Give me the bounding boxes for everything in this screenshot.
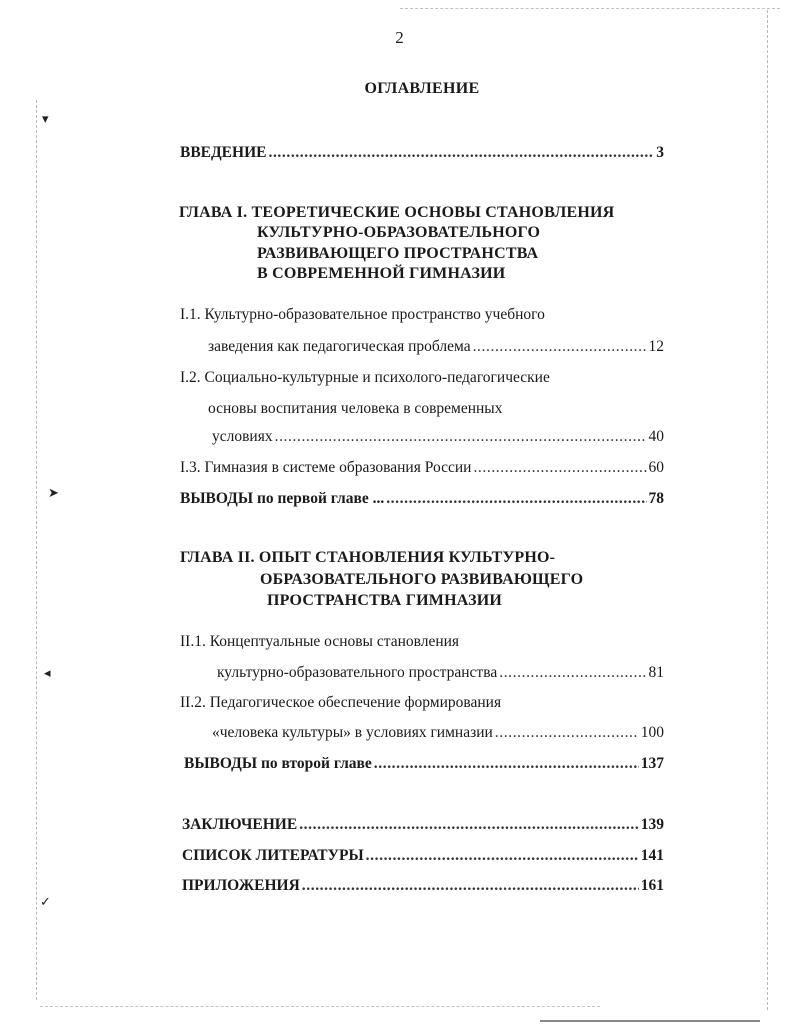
dot-leader	[495, 724, 639, 742]
chapter-1-heading-line: КУЛЬТУРНО-ОБРАЗОВАТЕЛЬНОГО	[257, 224, 541, 241]
toc-title: ОГЛАВЛЕНИЕ	[364, 80, 480, 97]
toc-entry-label: ВВЕДЕНИЕ	[180, 144, 267, 161]
toc-entry-chapter-2-conclusions	[184, 755, 664, 773]
toc-entry-label: культурно-образовательного пространства	[217, 664, 498, 681]
scan-mark-icon: ▾	[42, 112, 49, 127]
section-1-1-line: I.1. Культурно-образовательное пространство учебного	[180, 306, 545, 323]
scan-edge-top	[400, 8, 780, 10]
scan-edge-bottom-bar	[540, 1020, 760, 1022]
scan-edge-right	[767, 10, 769, 1010]
scan-mark-icon: ◂	[44, 666, 51, 681]
chapter-2-heading-line: ГЛАВА II. ОПЫТ СТАНОВЛЕНИЯ КУЛЬТУРНО-	[180, 549, 556, 566]
scan-edge-left	[36, 100, 38, 1000]
toc-entry-page: 100	[640, 724, 664, 741]
toc-entry-label: заведения как педагогическая проблема	[208, 338, 471, 355]
toc-entry-section-1-3	[180, 459, 664, 477]
toc-entry-label: I.3. Гимназия в системе образования России	[180, 459, 472, 476]
chapter-1-heading-line: РАЗВИВАЮЩЕГО ПРОСТРАНСТВА	[257, 245, 539, 262]
toc-entry-section-2-2	[212, 724, 664, 742]
chapter-2-heading-line: ОБРАЗОВАТЕЛЬНОГО РАЗВИВАЮЩЕГО	[260, 571, 584, 588]
toc-entry-chapter-1-conclusions	[180, 490, 664, 508]
chapter-1-heading-line: ГЛАВА I. ТЕОРЕТИЧЕСКИЕ ОСНОВЫ СТАНОВЛЕНИЯ	[179, 204, 615, 221]
toc-entry-introduction	[180, 144, 664, 162]
dot-leader	[366, 847, 639, 865]
toc-entry-label: условиях	[212, 428, 273, 445]
toc-entry-page: 78	[648, 490, 664, 507]
dot-leader	[374, 755, 639, 773]
dot-leader	[299, 816, 639, 834]
toc-entry-section-1-2	[212, 428, 664, 446]
page-number: 2	[395, 28, 404, 47]
toc-entry-page: 81	[648, 664, 664, 681]
dot-leader	[386, 490, 646, 508]
toc-entry-label: СПИСОК ЛИТЕРАТУРЫ	[182, 847, 364, 864]
scan-edge-bottom	[40, 1006, 600, 1008]
toc-entry-label: ЗАКЛЮЧЕНИЕ	[182, 816, 298, 833]
toc-entry-references	[182, 847, 664, 865]
dot-leader	[473, 338, 647, 356]
chapter-2-heading-line: ПРОСТРАНСТВА ГИМНАЗИИ	[267, 592, 503, 609]
toc-entry-page: 161	[640, 877, 664, 894]
toc-entry-page: 60	[648, 459, 664, 476]
toc-entry-appendices	[182, 877, 664, 895]
toc-entry-label: ВЫВОДЫ по второй главе	[184, 755, 372, 772]
section-1-2-line: основы воспитания человека в современных	[208, 400, 503, 417]
dot-leader	[473, 459, 646, 477]
toc-entry-label: ВЫВОДЫ по первой главе ...	[180, 490, 385, 507]
dot-leader	[302, 877, 639, 895]
toc-entry-page: 40	[648, 428, 664, 445]
toc-entry-section-1-1	[208, 338, 664, 356]
toc-entry-page: 141	[640, 847, 664, 864]
section-2-2-line: II.2. Педагогическое обеспечение формирования	[180, 694, 502, 711]
toc-entry-page: 137	[640, 755, 664, 772]
toc-entry-label: ПРИЛОЖЕНИЯ	[182, 877, 300, 894]
chapter-1-heading-line: В СОВРЕМЕННОЙ ГИМНАЗИИ	[257, 265, 506, 282]
dot-leader	[275, 428, 647, 446]
toc-entry-page: 12	[648, 338, 664, 355]
dot-leader	[499, 664, 646, 682]
toc-entry-label: «человека культуры» в условиях гимназии	[212, 724, 493, 741]
scan-mark-icon: ✓	[40, 895, 51, 910]
section-1-2-line: I.2. Социально-культурные и психолого-педагогические	[180, 369, 550, 386]
toc-entry-conclusion	[182, 816, 664, 834]
dot-leader	[268, 144, 654, 162]
toc-entry-section-2-1	[217, 664, 664, 682]
section-2-1-line: II.1. Концептуальные основы становления	[180, 633, 460, 650]
toc-entry-page: 139	[640, 816, 664, 833]
toc-entry-page: 3	[656, 144, 664, 161]
scan-mark-icon: ➤	[48, 486, 59, 501]
